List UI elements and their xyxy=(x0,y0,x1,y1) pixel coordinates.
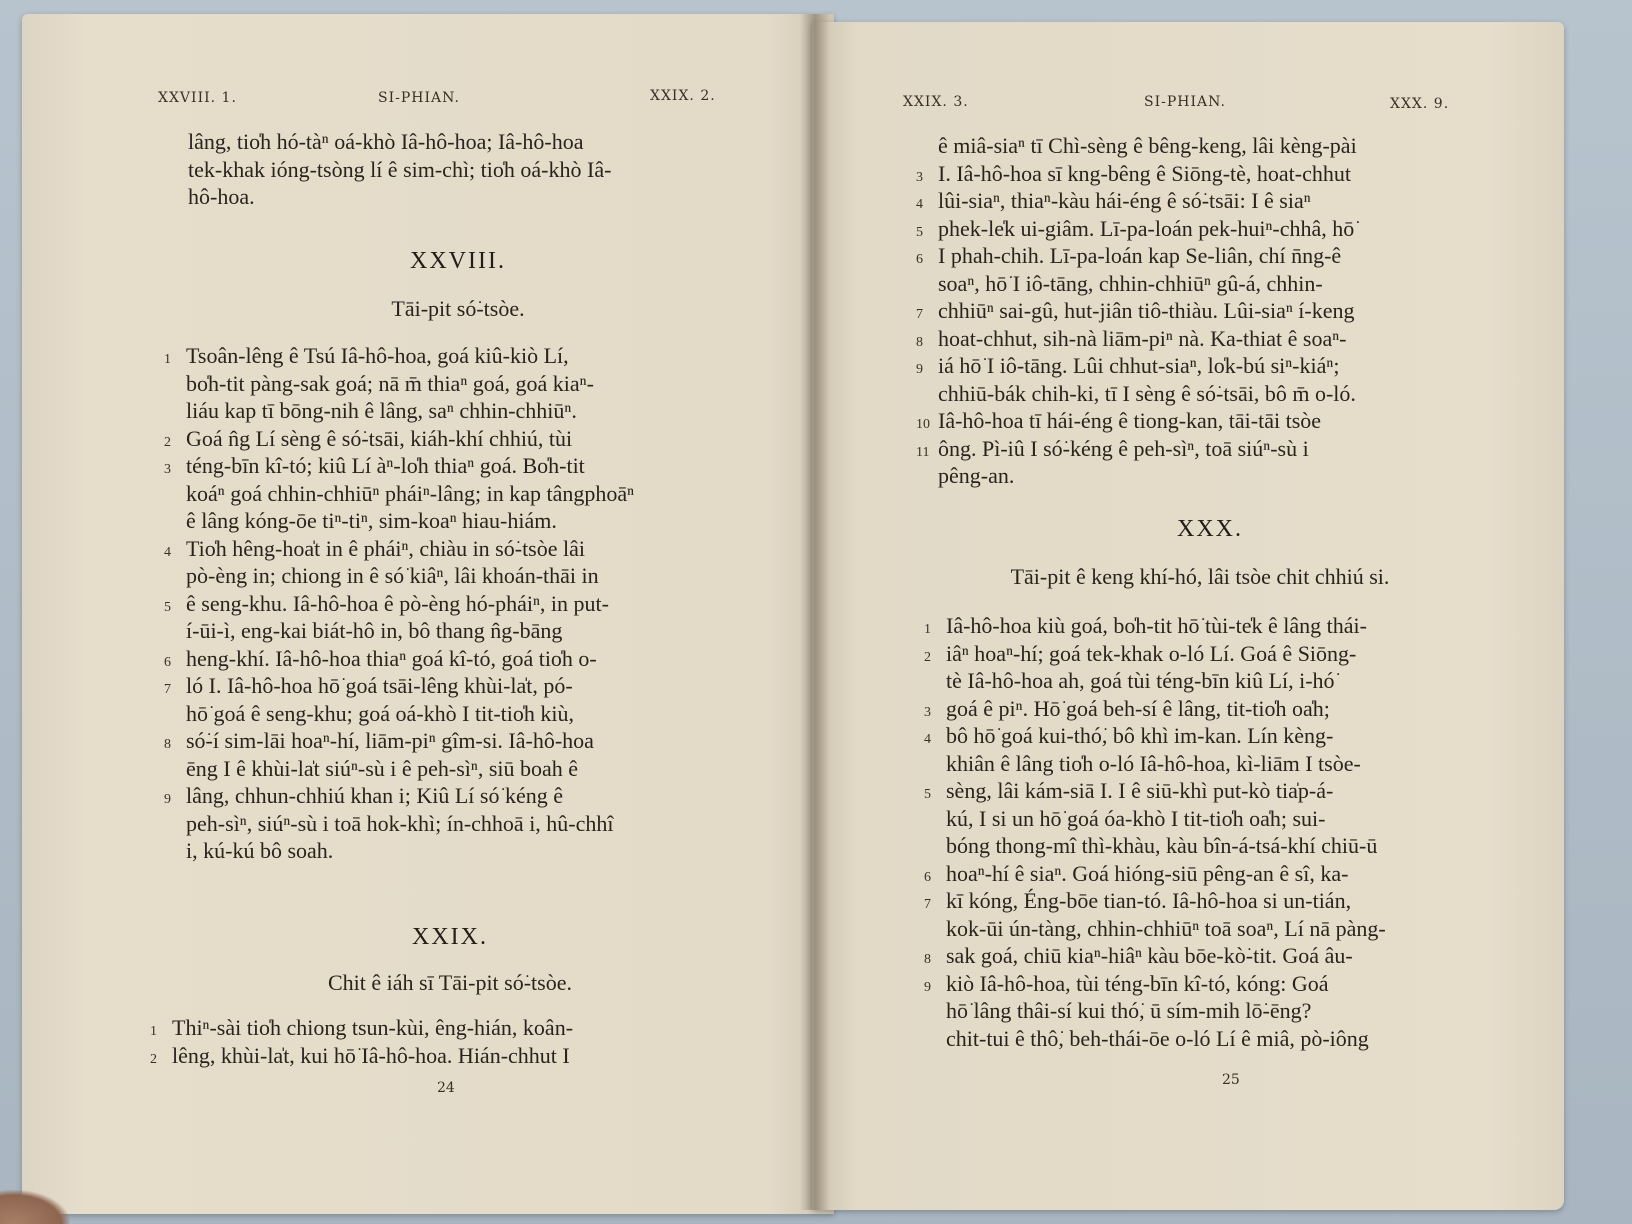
verse-number: 2 xyxy=(164,434,171,450)
verse-line xyxy=(186,755,746,783)
psalm-29-heading: XXIX. xyxy=(412,924,488,950)
verse-line xyxy=(946,667,1506,695)
verse-text: kok-ūi ún-tàng, chhin-chhiūⁿ toā soaⁿ, Lí nā pàng- xyxy=(946,915,1386,941)
psalm-29-body xyxy=(150,1014,742,1069)
verse-text: khiân ê lâng tio̍h o-ló Iâ-hô-hoa, kì-liām I tsòe- xyxy=(946,750,1361,776)
verse-line xyxy=(916,160,1498,188)
verse-text: I phah-chih. Lī-pa-loán kap Se-liân, chí n̄ng-ê xyxy=(938,243,1342,268)
right-running-head-left: XXIX. 3. xyxy=(903,94,969,110)
verse-text: goá ê piⁿ. Hō͘ goá beh-sí ê lâng, tit-tio̍h oa̍h; xyxy=(946,695,1330,721)
text-line: tek-khak ióng-tsòng lí ê sim-chì; tio̍h oá-khò Iâ- xyxy=(188,156,612,182)
verse-text: í-ūi-ì, eng-kai biát-hô in, bô thang n̂g-bāng xyxy=(186,618,563,643)
verse-text: liáu kap tī bōng-nih ê lâng, saⁿ chhin-chhiūⁿ. xyxy=(186,398,577,423)
verse-line xyxy=(938,380,1498,408)
verse-line xyxy=(938,462,1498,490)
verse-line xyxy=(150,1014,742,1042)
verse-line xyxy=(186,562,746,590)
verse-text: kiò Iâ-hô-hoa, tùi téng-bīn kî-tó, kóng: Goá xyxy=(946,970,1329,996)
verse-text: bo̍h-tit pàng-sak goá; nā m̄ thiaⁿ goá, goá kiaⁿ- xyxy=(186,370,594,396)
verse-text: sak goá, chiū kiaⁿ-hiâⁿ kàu bōe-kò͘-tit. Goá âu- xyxy=(946,943,1353,968)
verse-number: 5 xyxy=(924,787,931,802)
verse-text: I. Iâ-hô-hoa sī kng-bêng ê Siōng-tè, hoat-chhut xyxy=(938,160,1351,186)
verse-number: 2 xyxy=(924,649,931,665)
verse-line xyxy=(916,297,1498,325)
verse-line xyxy=(946,997,1506,1025)
verse-number: 9 xyxy=(916,362,923,377)
verse-line xyxy=(186,370,746,398)
text-line: lâng, tio̍h hó-tàⁿ oá-khò Iâ-hô-hoa; Iâ-hô-hoa xyxy=(188,129,584,154)
verse-line xyxy=(924,695,1506,723)
psalm-28-body xyxy=(164,342,746,865)
verse-text: ê lâng kóng-ōe tiⁿ-tiⁿ, sim-koaⁿ hiau-hiám. xyxy=(186,508,557,533)
verse-line xyxy=(924,887,1506,915)
text-line: hô-hoa. xyxy=(188,184,255,209)
verse-line xyxy=(164,425,746,453)
verse-line xyxy=(916,242,1498,270)
verse-number: 9 xyxy=(164,792,171,807)
verse-text: lâng, chhun-chhiú khan i; Kiû Lí só͘ kéng ê xyxy=(186,783,563,808)
verse-number: 8 xyxy=(916,334,923,350)
verse-line xyxy=(946,1025,1506,1053)
verse-line xyxy=(186,810,746,838)
verse-number: 1 xyxy=(924,622,931,637)
verse-text: hō͘ goá ê seng-khu; goá oá-khò I tit-tio̍h kiù, xyxy=(186,700,574,726)
right-page-number: 25 xyxy=(1222,1072,1240,1088)
verse-text: chhiū-bák chih-ki, tī I sèng ê só͘-tsāi, bô m̄ o-ló. xyxy=(938,380,1356,406)
verse-text: ēng I ê khùi-la̍t siúⁿ-sù i ê peh-sìⁿ, siū boah ê xyxy=(186,755,579,781)
verse-text: hō͘ lâng thâi-sí kui thó͘, ū sím-mih lō͘-ēng? xyxy=(946,998,1312,1023)
verse-line xyxy=(924,640,1506,668)
psalm-29-title: Chit ê iáh sī Tāi-pit só͘-tsòe. xyxy=(327,970,572,995)
psalm-30-title: Tāi-pit ê keng khí-hó, lâi tsòe chit chhiú si. xyxy=(1010,564,1390,589)
verse-text: Iâ-hô-hoa kiù goá, bo̍h-tit hō͘ tùi-te̍k ê lâng thái- xyxy=(946,613,1367,638)
verse-line xyxy=(186,397,746,425)
psalm-28-title: Tāi-pit só͘-tsòe. xyxy=(391,296,525,321)
verse-number: 3 xyxy=(924,704,931,720)
verse-line xyxy=(924,942,1506,970)
verse-line xyxy=(916,325,1498,353)
verse-text: koáⁿ goá chhin-chhiūⁿ pháiⁿ-lâng; in kap tângphoāⁿ xyxy=(186,480,635,506)
verse-line xyxy=(164,342,746,370)
left-running-head-right: XXIX. 2. xyxy=(650,88,716,104)
verse-line xyxy=(186,617,746,645)
verse-number: 7 xyxy=(924,897,931,912)
verse-line xyxy=(186,700,746,728)
verse-line xyxy=(164,672,746,700)
verse-line xyxy=(916,215,1498,243)
verse-text: kī kóng, Éng-bōe tian-tó. Iâ-hô-hoa si un-tián, xyxy=(946,888,1352,913)
verse-text: ông. Pì-iû I só͘-kéng ê peh-sìⁿ, toā siúⁿ-sù i xyxy=(938,435,1309,461)
left-running-head-center: SI-PHIAN. xyxy=(378,90,460,106)
verse-line xyxy=(916,352,1498,380)
verse-text: Iâ-hô-hoa tī hái-éng ê tiong-kan, tāi-tāi tsòe xyxy=(938,408,1322,433)
verse-number: 6 xyxy=(164,654,171,670)
right-running-head-center: SI-PHIAN. xyxy=(1144,94,1226,110)
verse-number: 1 xyxy=(164,352,171,367)
verse-line xyxy=(924,777,1506,805)
verse-text: chit-tui ê thô͘, beh-thái-ōe o-ló Lí ê miâ, pò-iông xyxy=(946,1025,1369,1051)
verse-line xyxy=(916,407,1498,435)
verse-number: 4 xyxy=(924,732,931,747)
verse-number: 6 xyxy=(924,869,931,885)
left-page-number: 24 xyxy=(437,1080,455,1096)
verse-line xyxy=(164,452,746,480)
verse-text: ê miâ-siaⁿ tī Chì-sèng ê bêng-keng, lâi kèng-pài xyxy=(938,133,1357,158)
verse-line xyxy=(924,970,1506,998)
verse-line xyxy=(164,645,746,673)
verse-line xyxy=(924,722,1506,750)
verse-number: 7 xyxy=(164,682,171,697)
verse-text: kú, I si un hō͘ goá óa-khò I tit-tio̍h oa̍h; sui- xyxy=(946,805,1326,831)
verse-line xyxy=(186,837,746,865)
verse-number: 2 xyxy=(150,1051,157,1067)
verse-line xyxy=(946,832,1506,860)
verse-line xyxy=(938,270,1498,298)
verse-text: phek-le̍k ui-giâm. Lī-pa-loán pek-huiⁿ-chhâ, hō͘ xyxy=(938,215,1355,241)
verse-number: 3 xyxy=(916,169,923,185)
verse-line xyxy=(150,1042,742,1070)
verse-number: 4 xyxy=(164,544,171,560)
verse-line xyxy=(924,860,1506,888)
verse-number: 10 xyxy=(916,417,930,432)
left-running-head-left: XXVIII. 1. xyxy=(158,90,237,106)
verse-line xyxy=(924,612,1506,640)
verse-text: lêng, khùi-la̍t, kui hō͘ Iâ-hô-hoa. Hián-chhut I xyxy=(172,1042,570,1068)
verse-text: Goá n̂g Lí sèng ê só͘-tsāi, kiáh-khí chhiú, tùi xyxy=(186,425,573,451)
verse-line xyxy=(164,782,746,810)
verse-number: 8 xyxy=(164,737,171,752)
verse-number: 11 xyxy=(916,444,930,460)
verse-text: pò-èng in; chiong in ê só͘ kiâⁿ, lâi khoán-thāi in xyxy=(186,563,599,588)
verse-line xyxy=(186,507,746,535)
verse-text: i, kú-kú bô soah. xyxy=(186,838,334,863)
verse-number: 1 xyxy=(150,1024,157,1039)
psalm-28-heading: XXVIII. xyxy=(410,248,506,274)
verse-text: hoat-chhut, sih-nà liām-piⁿ nà. Ka-thiat ê soaⁿ- xyxy=(938,325,1347,351)
verse-text: heng-khí. Iâ-hô-hoa thiaⁿ goá kî-tó, goá tio̍h o- xyxy=(186,645,597,671)
verse-text: bô hō͘ goá kui-thó͘, bô khì im-kan. Lín kèng- xyxy=(946,723,1334,748)
verse-text: Tsoân-lêng ê Tsú Iâ-hô-hoa, goá kiû-kiò Lí, xyxy=(186,343,569,368)
verse-text: iâⁿ hoaⁿ-hí; goá tek-khak o-ló Lí. Goá ê Siōng- xyxy=(946,640,1357,666)
verse-line xyxy=(916,187,1498,215)
verse-text: ê seng-khu. Iâ-hô-hoa ê pò-èng hó-pháiⁿ, in put- xyxy=(186,590,609,616)
verse-number: 6 xyxy=(916,252,923,267)
right-running-head-right: XXX. 9. xyxy=(1390,96,1450,112)
psalm-30-heading: XXX. xyxy=(1177,516,1243,542)
verse-number: 7 xyxy=(916,307,923,322)
verse-number: 8 xyxy=(924,952,931,967)
verse-text: chhiūⁿ sai-gû, hut-jiân tiô-thiàu. Lûi-siaⁿ í-keng xyxy=(938,298,1355,323)
verse-number: 5 xyxy=(164,599,171,615)
verse-number: 5 xyxy=(916,224,923,240)
verse-number: 3 xyxy=(164,462,171,477)
verse-number: 4 xyxy=(916,197,923,212)
verse-line xyxy=(164,590,746,618)
verse-text: sèng, lâi kám-siā I. I ê siū-khì put-kò tia̍p-á- xyxy=(946,778,1334,803)
psalm-29-continued xyxy=(916,132,1498,490)
left-intro xyxy=(188,128,748,211)
verse-line xyxy=(164,535,746,563)
verse-text: hoaⁿ-hí ê siaⁿ. Goá hióng-siū pêng-an ê sî, ka- xyxy=(946,860,1349,886)
verse-text: ló I. Iâ-hô-hoa hō͘ goá tsāi-lêng khùi-la̍t, pó- xyxy=(186,673,573,698)
verse-text: Thiⁿ-sài tio̍h chiong tsun-kùi, êng-hián, koân- xyxy=(172,1015,574,1040)
verse-text: soaⁿ, hō͘ I iô-tāng, chhin-chhiūⁿ gû-á, chhin- xyxy=(938,270,1323,296)
verse-line xyxy=(164,727,746,755)
verse-text: iá hō͘ I iô-tāng. Lûi chhut-siaⁿ, lo̍k-bú siⁿ-kiáⁿ; xyxy=(938,353,1340,378)
thumb xyxy=(0,1190,70,1224)
verse-text: peh-sìⁿ, siúⁿ-sù i toā hok-khì; ín-chhoā i, hû-chhî xyxy=(186,810,614,836)
verse-line xyxy=(186,480,746,508)
verse-text: Tio̍h hêng-hoa̍t in ê pháiⁿ, chiàu in só͘-tsòe lâi xyxy=(186,535,585,561)
verse-number: 9 xyxy=(924,979,931,995)
verse-text: téng-bīn kî-tó; kiû Lí àⁿ-lo̍h thiaⁿ goá. Bo̍h-tit xyxy=(186,453,585,478)
verse-text: bóng thong-mî thì-khàu, kàu bîn-á-tsá-khí chiū-ū xyxy=(946,833,1378,858)
verse-text: lûi-siaⁿ, thiaⁿ-kàu hái-éng ê só͘-tsāi: I ê siaⁿ xyxy=(938,188,1311,213)
verse-text: pêng-an. xyxy=(938,463,1015,488)
book-gutter xyxy=(800,14,830,1210)
verse-text: só͘-í sim-lāi hoaⁿ-hí, liām-piⁿ gîm-si. Iâ-hô-hoa xyxy=(186,728,594,753)
psalm-30-body xyxy=(924,612,1506,1052)
verse-line xyxy=(938,132,1498,160)
verse-line xyxy=(946,915,1506,943)
verse-line xyxy=(946,805,1506,833)
verse-text: tè Iâ-hô-hoa ah, goá tùi téng-bīn kiû Lí, i-hó͘ xyxy=(946,668,1335,693)
verse-line xyxy=(916,435,1498,463)
verse-line xyxy=(946,750,1506,778)
